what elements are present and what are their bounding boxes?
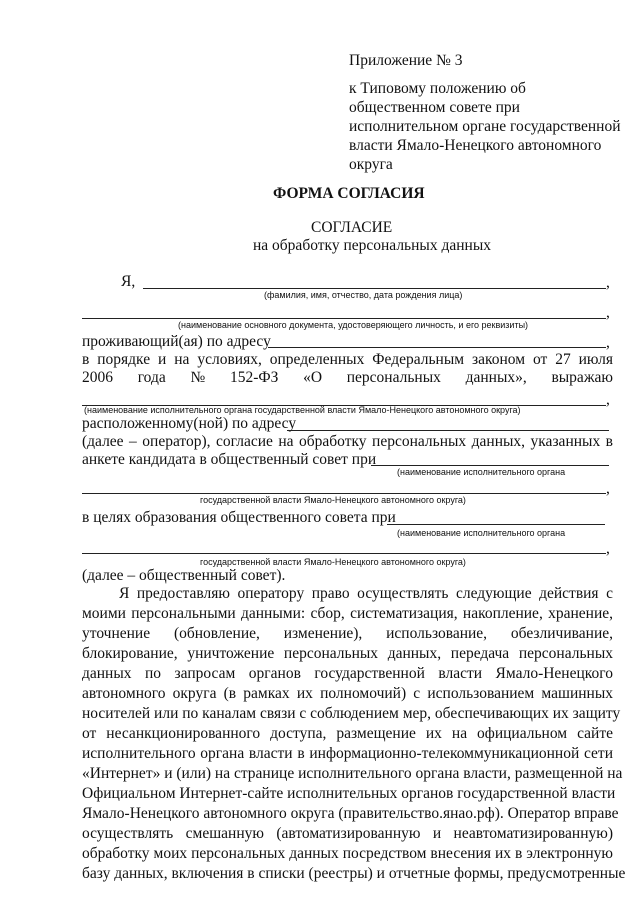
law-line-text: в порядке и на условиях, определенных Федеральным законом от 27 июля	[82, 351, 613, 368]
body-line	[82, 625, 613, 643]
comma: ,	[606, 274, 610, 291]
body-line-text: от несанкционированного доступа, размещение их на официальном сайте	[82, 725, 613, 742]
body-line-text: данных по запросам органов государственной власти Ямало-Ненецкого	[82, 665, 613, 682]
caption-fio: (фамилия, имя, отчество, дата рождения лица)	[264, 290, 463, 300]
operator-line	[82, 433, 613, 451]
comma: ,	[606, 334, 610, 351]
org-underline-3	[82, 553, 606, 554]
org-underline-2	[82, 493, 606, 494]
operator-text: (далее – оператор), согласие на обработку персональных данных, указанных в	[82, 433, 613, 450]
law-word: «О	[303, 369, 323, 386]
body-line	[82, 705, 621, 723]
law-word: 152-ФЗ	[229, 369, 279, 386]
law-line	[82, 351, 613, 369]
law-word: №	[190, 369, 206, 386]
caption-org-tail: государственной власти Ямало-Ненецкого автономного округа)	[200, 495, 466, 505]
body-line	[82, 845, 613, 863]
form-title: ФОРМА СОГЛАСИЯ	[273, 185, 425, 202]
body-line-text: исполнительного органа власти в информационно-телекоммуникационной сети	[82, 745, 613, 762]
law-word: персональных	[346, 369, 441, 386]
body-line	[82, 685, 613, 703]
document-underline	[82, 318, 606, 319]
law-word: 2006	[82, 369, 113, 386]
comma: ,	[606, 391, 610, 408]
located-underline	[287, 430, 609, 431]
living-label: проживающий(ая) по адресу	[82, 333, 271, 350]
body-line-text: блокирование, уничтожение персональных данных, передача персональных	[82, 645, 613, 662]
appendix-line: к Типовому положению об	[349, 80, 526, 97]
body-line	[119, 585, 613, 603]
body-line	[82, 765, 623, 783]
candidate-label: анкете кандидата в общественный совет при	[82, 451, 377, 468]
consent-subtitle: на обработку персональных данных	[253, 237, 491, 254]
body-line	[82, 605, 613, 623]
body-line-text: носителей или по каналам связи с соблюдением мер, обеспечивающих их защиту	[82, 705, 621, 722]
body-line-text: «Интернет» и (или) на странице исполнительного органа власти, размещенной на	[82, 765, 623, 782]
comma: ,	[606, 540, 610, 557]
caption-org-short: (наименование исполнительного органа	[397, 528, 566, 538]
body-line-text: Официальном Интернет-сайте исполнительных органов государственной власти	[82, 785, 616, 802]
body-line-text: Ямало-Ненецкого автономного округа (правительство.янао.рф). Оператор вправе	[82, 805, 619, 822]
caption-document: (наименование основного документа, удостоверяющего личность, и его реквизиты)	[178, 320, 529, 330]
appendix-line: исполнительном органе государственной	[349, 118, 621, 135]
law-word: выражаю	[551, 369, 613, 386]
law-word: года	[137, 369, 166, 386]
body-line-text: моими персональными данными: сбор, систематизация, накопление, хранение,	[82, 605, 613, 622]
caption-org-short: (наименование исполнительного органа	[397, 467, 566, 477]
body-line-text: автономного округа (в рамках их полномочий) с использованием машинных	[82, 685, 613, 702]
body-line	[82, 805, 619, 823]
body-line	[82, 825, 613, 843]
appendix-line: округа	[349, 156, 393, 173]
caption-org: (наименование исполнительного органа государственной власти Ямало-Ненецкого автономного округа)	[84, 405, 521, 415]
body-line-text: обработку моих персональных данных посредством внесения их в электронную	[82, 845, 613, 862]
body-line	[82, 645, 613, 663]
body-line	[82, 865, 626, 883]
appendix-line: власти Ямало-Ненецкого автономного	[349, 137, 602, 154]
living-underline	[268, 347, 606, 348]
body-line	[82, 785, 616, 803]
caption-org-tail: государственной власти Ямало-Ненецкого автономного округа)	[200, 557, 466, 567]
body-line-text: уточнение (обновление, изменение), использование, обезличивание,	[82, 625, 613, 642]
appendix-line: общественном совете при	[349, 99, 520, 116]
comma: ,	[606, 304, 610, 321]
body-line-text: осуществлять смешанную (автоматизированную и неавтоматизированную)	[82, 825, 613, 842]
body-line	[82, 725, 613, 743]
law-word: данных»,	[465, 369, 527, 386]
candidate-underline	[371, 465, 609, 466]
purpose-underline	[387, 524, 605, 525]
fio-underline	[143, 288, 606, 289]
body-line	[82, 665, 613, 683]
body-line-text: Я предоставляю оператору право осуществлять следующие действия с	[119, 585, 613, 602]
body-line-text: базу данных, включения в списки (реестры) и отчетные формы, предусмотренные	[82, 865, 626, 882]
appendix-number: Приложение № 3	[349, 52, 463, 69]
comma: ,	[606, 480, 610, 497]
purpose-label: в целях образования общественного совета при	[82, 509, 396, 526]
ya-label: Я,	[121, 273, 136, 290]
law-line-2	[82, 369, 613, 387]
located-label: расположенному(ной) по адресу	[82, 415, 297, 432]
consent-title: СОГЛАСИЕ	[311, 219, 393, 236]
body-line	[82, 745, 613, 763]
council-label: (далее – общественный совет).	[82, 567, 286, 584]
